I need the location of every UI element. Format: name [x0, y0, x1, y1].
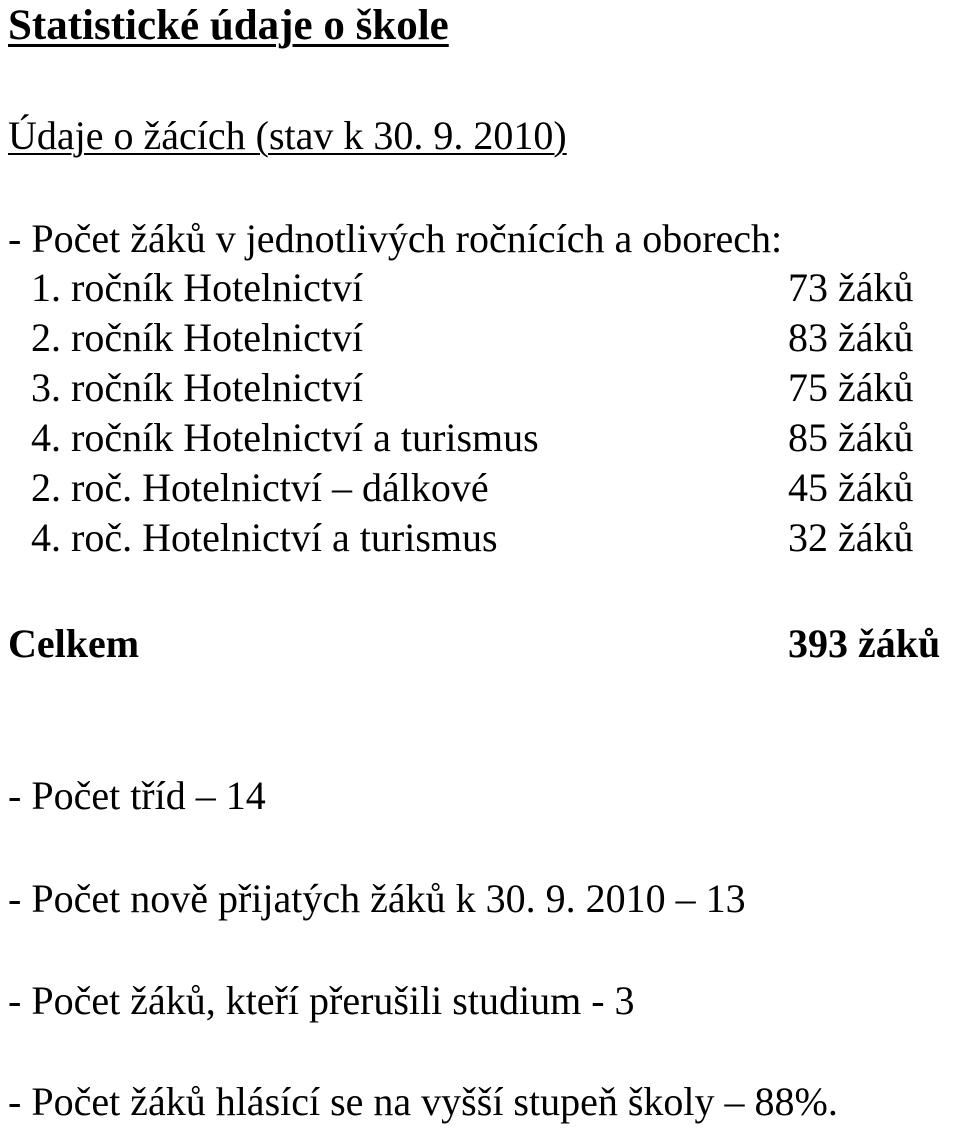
year-field-label: 3. ročník Hotelnictví: [31, 365, 364, 410]
class-count-text: - Počet tříd – 14: [8, 773, 266, 818]
student-count: 45 žáků: [788, 465, 914, 510]
student-count: 83 žáků: [788, 315, 914, 360]
year-field-label: 2. ročník Hotelnictví: [31, 315, 364, 360]
new-admissions-text: - Počet nově přijatých žáků k 30. 9. 2010 – 13: [8, 876, 746, 921]
list-item: [31, 314, 926, 364]
total-label: Celkem: [8, 621, 140, 666]
year-field-label: 1. ročník Hotelnictví: [31, 265, 364, 310]
list-item: [31, 264, 926, 314]
year-field-label: 4. ročník Hotelnictví a turismus: [31, 415, 539, 460]
section-subtitle: Údaje o žácích (stav k 30. 9. 2010): [8, 113, 567, 158]
total-count: 393 žáků: [788, 621, 941, 666]
page-title: Statistické údaje o škole: [8, 2, 449, 49]
students-intro-text: - Počet žáků v jednotlivých ročnících a oborech:: [8, 216, 783, 261]
year-field-label: 2. roč. Hotelnictví – dálkové: [31, 465, 489, 510]
higher-education-applicants-text: - Počet žáků hlásící se na vyšší stupeň školy – 88%.: [8, 1079, 838, 1124]
student-count: 85 žáků: [788, 415, 914, 460]
total-row: [8, 620, 960, 670]
student-count: 73 žáků: [788, 265, 914, 310]
student-count: 75 žáků: [788, 365, 914, 410]
interrupted-studies-text: - Počet žáků, kteří přerušili studium - 3: [8, 978, 635, 1023]
student-count: 32 žáků: [788, 515, 914, 560]
list-item: [31, 514, 926, 564]
list-item: [31, 414, 926, 464]
year-field-label: 4. roč. Hotelnictví a turismus: [31, 515, 498, 560]
list-item: [31, 364, 926, 414]
list-item: [31, 464, 926, 514]
